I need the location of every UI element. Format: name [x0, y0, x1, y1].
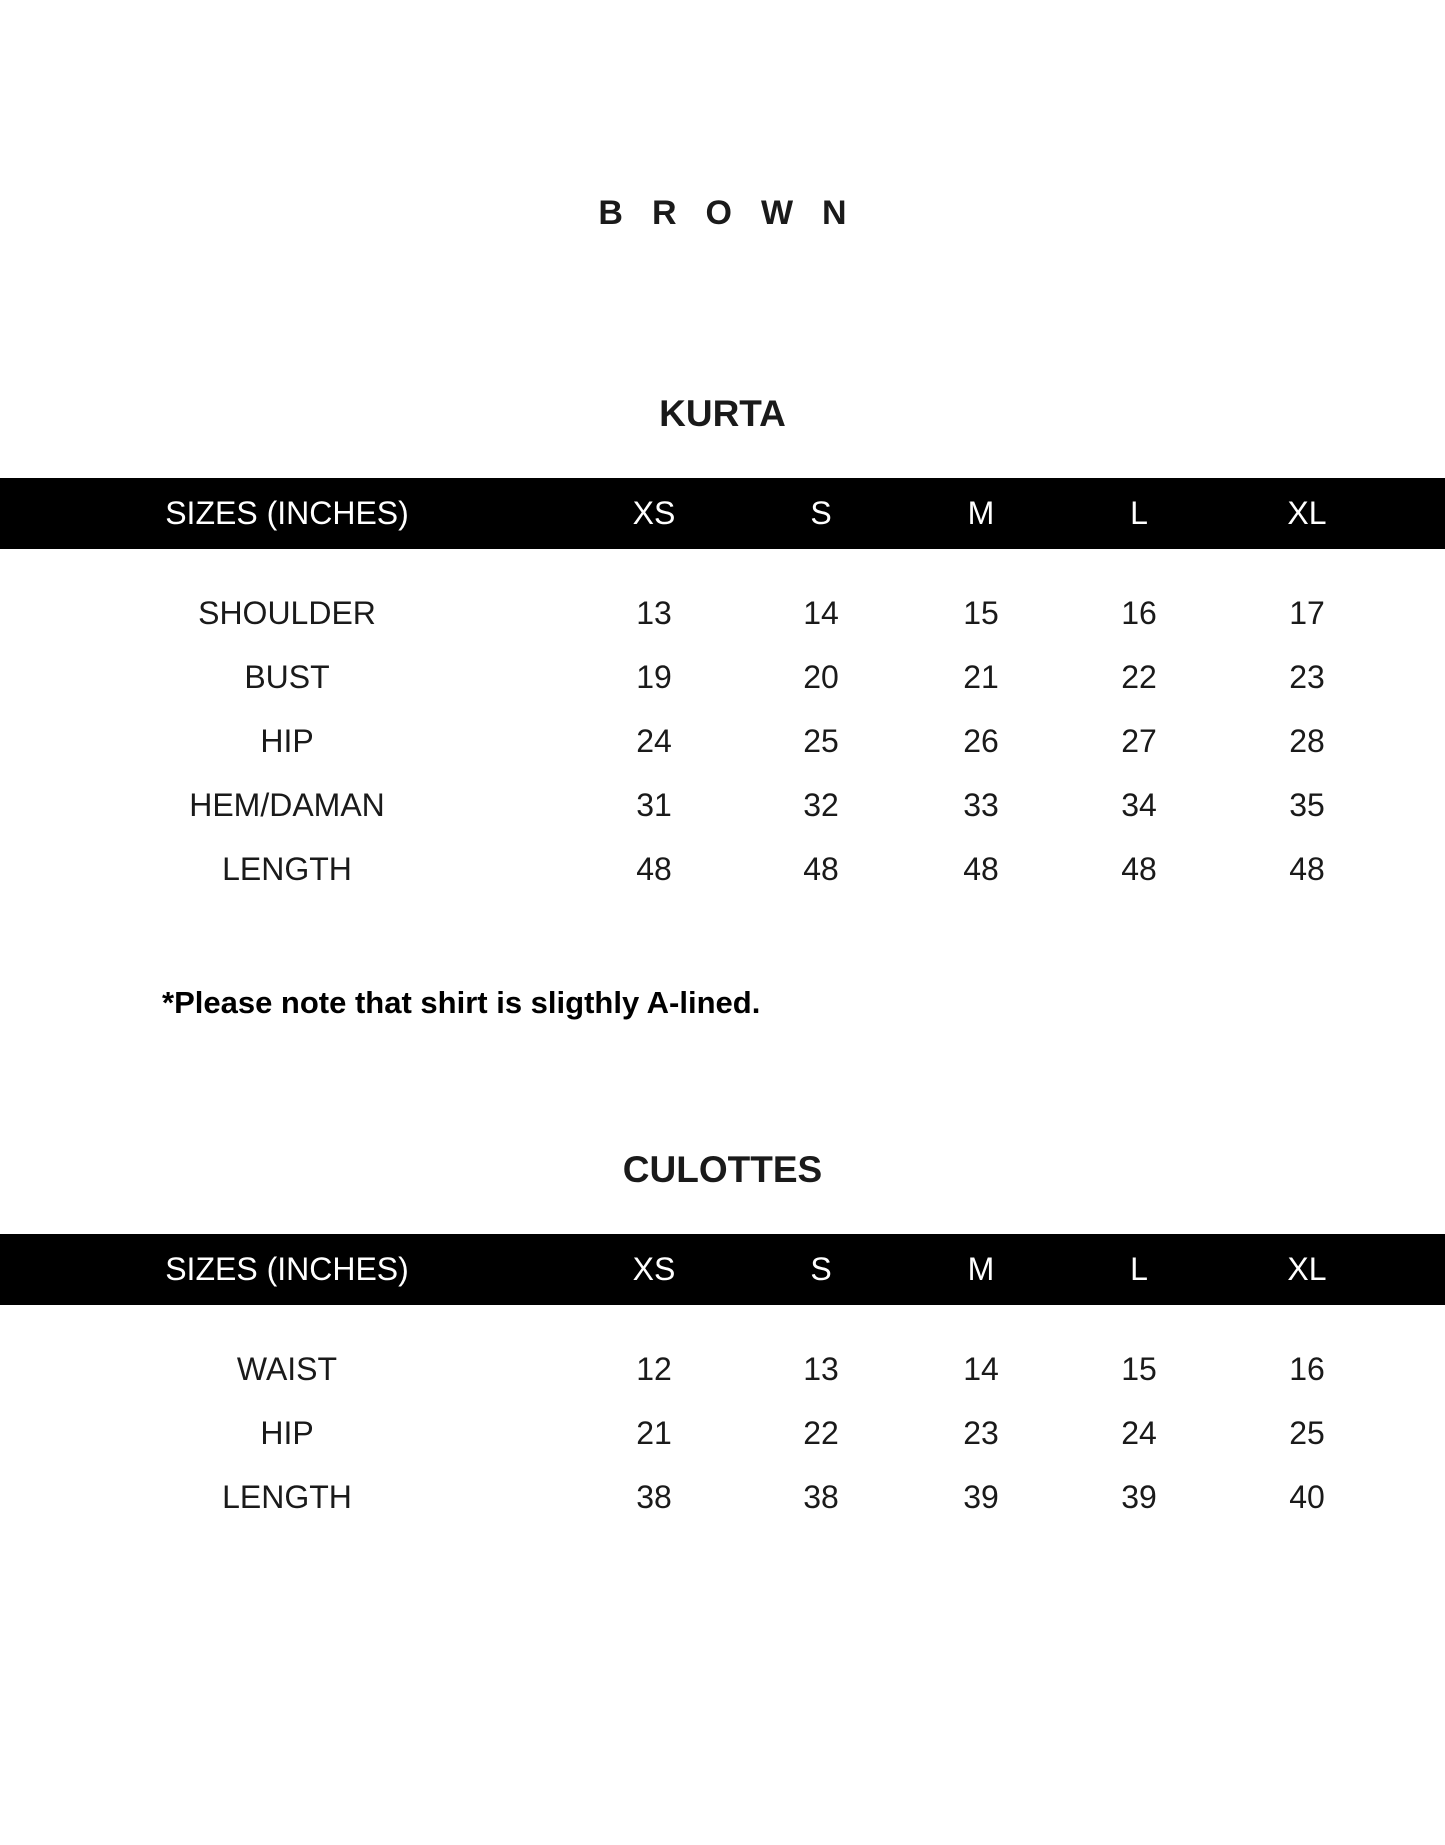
row-label: WAIST — [236, 1351, 338, 1387]
row-value: 24 — [1121, 1415, 1157, 1451]
row-value: 33 — [963, 787, 999, 823]
kurta-fit-note: *Please note that shirt is sligthly A-lined. — [162, 985, 761, 1020]
row-value: 48 — [963, 851, 999, 887]
row-value: 23 — [1289, 659, 1325, 695]
culottes-header-bar — [0, 1234, 1445, 1305]
row-label: HEM/DAMAN — [189, 787, 385, 823]
kurta-header-s: S — [810, 495, 832, 531]
row-value: 23 — [963, 1415, 999, 1451]
row-value: 13 — [636, 595, 672, 631]
row-value: 38 — [803, 1479, 839, 1515]
culottes-header-m: M — [967, 1251, 995, 1287]
culottes-title: CULOTTES — [622, 1149, 823, 1190]
row-value: 24 — [636, 723, 672, 759]
row-value: 28 — [1289, 723, 1325, 759]
row-value: 31 — [636, 787, 672, 823]
row-value: 15 — [1121, 1351, 1157, 1387]
row-value: 38 — [636, 1479, 672, 1515]
row-value: 21 — [636, 1415, 672, 1451]
row-value: 48 — [636, 851, 672, 887]
row-value: 48 — [803, 851, 839, 887]
row-label: LENGTH — [222, 1479, 352, 1515]
row-value: 16 — [1289, 1351, 1325, 1387]
table-row — [0, 657, 1445, 697]
kurta-header-m: M — [967, 495, 995, 531]
kurta-header-xl: XL — [1287, 495, 1327, 531]
row-value: 22 — [1121, 659, 1157, 695]
row-value: 25 — [1289, 1415, 1325, 1451]
row-value: 26 — [963, 723, 999, 759]
row-value: 20 — [803, 659, 839, 695]
row-value: 19 — [636, 659, 672, 695]
row-label: SHOULDER — [198, 595, 376, 631]
brand-logo: BROWN — [598, 194, 876, 232]
row-label: LENGTH — [222, 851, 352, 887]
row-label: BUST — [244, 659, 330, 695]
kurta-header-xs: XS — [632, 495, 676, 531]
row-value: 39 — [963, 1479, 999, 1515]
culottes-header-l: L — [1130, 1251, 1148, 1287]
row-value: 13 — [803, 1351, 839, 1387]
row-value: 40 — [1289, 1479, 1325, 1515]
row-value: 14 — [803, 595, 839, 631]
row-value: 39 — [1121, 1479, 1157, 1515]
row-value: 16 — [1121, 595, 1157, 631]
table-row — [0, 1349, 1445, 1389]
kurta-header-sizes: SIZES (INCHES) — [165, 495, 409, 531]
table-row — [0, 849, 1445, 889]
culottes-header-xs: XS — [632, 1251, 676, 1287]
table-row — [0, 593, 1445, 633]
row-value: 35 — [1289, 787, 1325, 823]
row-label: HIP — [260, 723, 314, 759]
kurta-title: KURTA — [659, 393, 786, 434]
row-value: 48 — [1289, 851, 1325, 887]
table-row — [0, 785, 1445, 825]
row-value: 21 — [963, 659, 999, 695]
row-value: 25 — [803, 723, 839, 759]
table-row — [0, 721, 1445, 761]
row-value: 14 — [963, 1351, 999, 1387]
row-value: 48 — [1121, 851, 1157, 887]
culottes-header-s: S — [810, 1251, 832, 1287]
row-value: 15 — [963, 595, 999, 631]
row-label: HIP — [260, 1415, 314, 1451]
kurta-header-bar — [0, 478, 1445, 549]
culottes-header-xl: XL — [1287, 1251, 1327, 1287]
kurta-header-l: L — [1130, 495, 1148, 531]
table-row — [0, 1477, 1445, 1517]
row-value: 22 — [803, 1415, 839, 1451]
row-value: 34 — [1121, 787, 1157, 823]
culottes-header-sizes: SIZES (INCHES) — [165, 1251, 409, 1287]
row-value: 17 — [1289, 595, 1325, 631]
table-row — [0, 1413, 1445, 1453]
row-value: 12 — [636, 1351, 672, 1387]
row-value: 32 — [803, 787, 839, 823]
row-value: 27 — [1121, 723, 1157, 759]
